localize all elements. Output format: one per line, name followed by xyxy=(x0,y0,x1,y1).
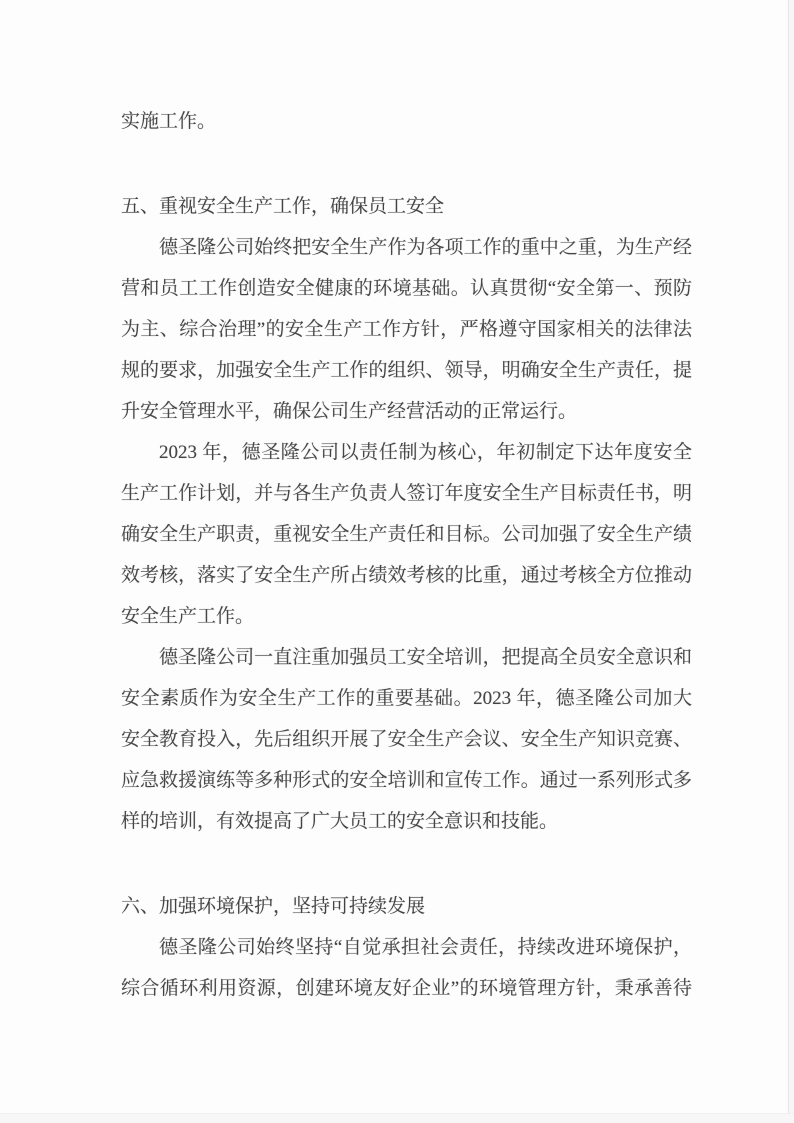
section-heading-5: 五、重视安全生产工作，确保员工安全 xyxy=(121,196,445,217)
text-line: 效考核，落实了安全生产所占绩效考核的比重，通过考核全方位推动 xyxy=(121,565,692,586)
text-line: 确安全生产职责，重视安全生产责任和目标。公司加强了安全生产绩 xyxy=(121,524,692,545)
text-line: 德圣隆公司一直注重加强员工安全培训，把提高全员安全意识和 xyxy=(159,647,692,668)
text-line: 为主、综合治理”的安全生产工作方针，严格遵守国家相关的法律法 xyxy=(121,319,692,340)
text-line: 营和员工工作创造安全健康的环境基础。认真贯彻“安全第一、预防 xyxy=(121,278,692,299)
text-line: 应急救援演练等多种形式的安全培训和宣传工作。通过一系列形式多 xyxy=(121,770,692,791)
text-line: 规的要求，加强安全生产工作的组织、领导，明确安全生产责任，提 xyxy=(121,360,692,381)
page-content xyxy=(121,101,692,1009)
text-line: 安全素质作为安全生产工作的重要基础。2023 年，德圣隆公司加大 xyxy=(121,688,692,709)
text-line: 升安全管理水平，确保公司生产经营活动的正常运行。 xyxy=(121,401,578,422)
text-line: 德圣隆公司始终坚持“自觉承担社会责任，持续改进环境保护， xyxy=(159,937,692,958)
text-line-paragraph-continuation: 实施工作。 xyxy=(121,111,217,132)
scan-page-edge-line xyxy=(788,0,794,1123)
text-line: 样的培训，有效提高了广大员工的安全意识和技能。 xyxy=(121,811,559,832)
text-line: 生产工作计划，并与各生产负责人签订年度安全生产目标责任书，明 xyxy=(121,483,692,504)
section-heading-6: 六、加强环境保护，坚持可持续发展 xyxy=(121,896,426,917)
text-line: 安全生产工作。 xyxy=(121,606,255,627)
text-line: 综合循环利用资源，创建环境友好企业”的环境管理方针，秉承善待 xyxy=(121,978,692,999)
text-line: 德圣隆公司始终把安全生产作为各项工作的重中之重，为生产经 xyxy=(159,237,692,258)
text-line: 安全教育投入，先后组织开展了安全生产会议、安全生产知识竞赛、 xyxy=(121,729,692,750)
text-line: 2023 年，德圣隆公司以责任制为核心，年初制定下达年度安全 xyxy=(159,442,692,463)
scan-bottom-shadow xyxy=(0,1113,794,1123)
